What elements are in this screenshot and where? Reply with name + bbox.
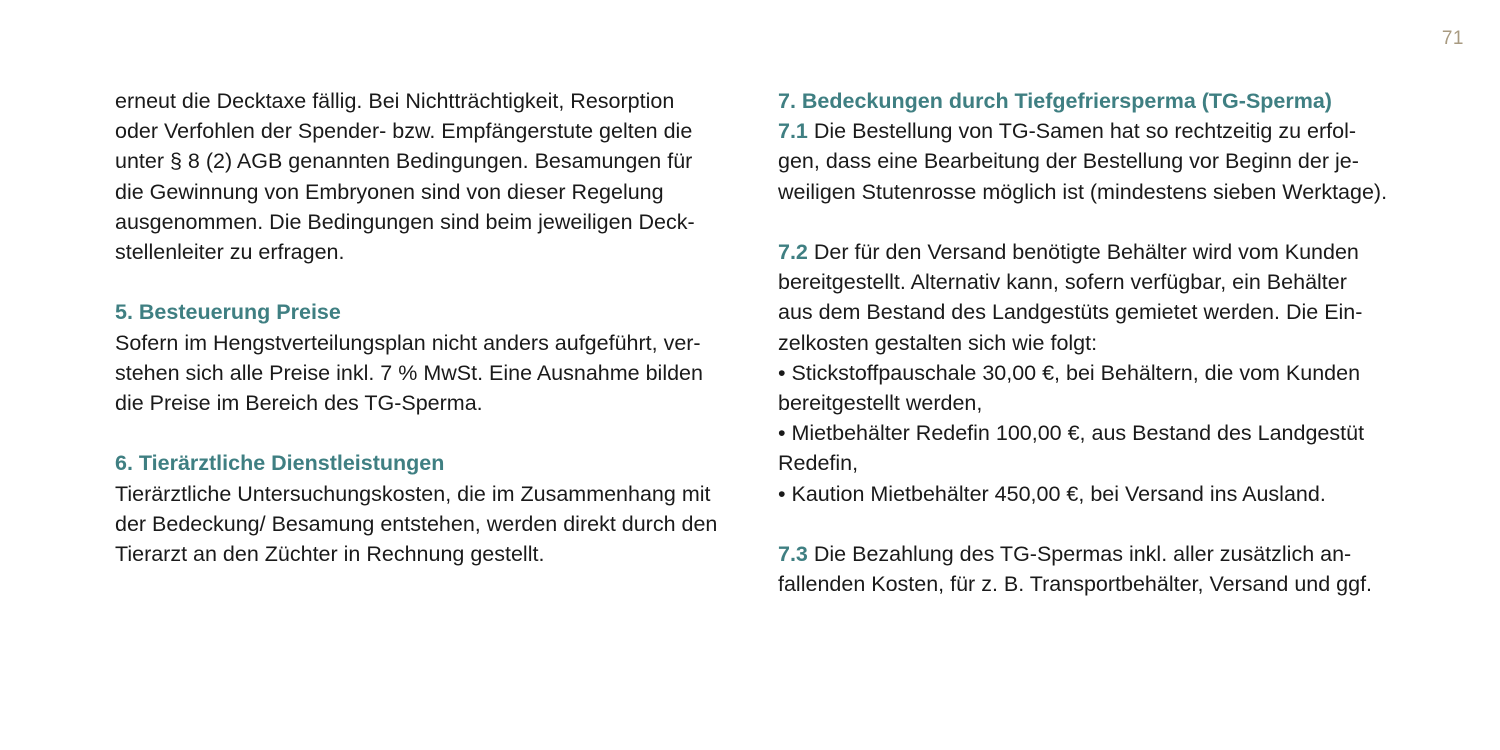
bullet-line: • Mietbehälter Redefin 100,00 €, aus Bestand des Landgestüt: [778, 421, 1365, 446]
body-line: gen, dass eine Bearbeitung der Bestellung vor Beginn der je-: [778, 149, 1359, 174]
body-line: der Bedeckung/ Besamung entstehen, werden direkt durch den: [115, 511, 718, 536]
paragraph-7-2-first-line: [778, 237, 1448, 267]
body-line: oder Verfohlen der Spender- bzw. Empfängerstute gelten die: [115, 119, 693, 144]
body-line: Redefin,: [778, 451, 859, 476]
page-number: 71: [1441, 28, 1464, 49]
body-text: Die Bezahlung des TG-Spermas inkl. aller zusätzlich an-: [807, 542, 1352, 567]
bullet-line: • Kaution Mietbehälter 450,00 €, bei Versand ins Ausland.: [778, 481, 1326, 506]
body-line: Tierärztliche Untersuchungskosten, die im Zusammenhang mit: [115, 481, 711, 506]
body-line: weiligen Stutenrosse möglich ist (mindestens sieben Werktage).: [778, 179, 1388, 204]
section-heading-7: 7. Bedeckungen durch Tiefgefriersperma (TG-Sperma): [778, 89, 1332, 113]
body-line: die Preise im Bereich des TG-Sperma.: [115, 391, 483, 416]
body-line: bereitgestellt werden,: [778, 391, 983, 416]
body-line: aus dem Bestand des Landgestüts gemietet werden. Die Ein-: [778, 300, 1363, 325]
body-line: die Gewinnung von Embryonen sind von dieser Regelung: [115, 179, 664, 204]
paragraph-7-3-first-line: [778, 539, 1448, 569]
paragraph-number: 7.3: [778, 542, 808, 567]
body-line: Sofern im Hengstverteilungsplan nicht anders aufgeführt, ver-: [115, 330, 701, 355]
body-line: fallenden Kosten, für z. B. Transportbehälter, Versand und ggf.: [778, 572, 1373, 597]
body-line: zelkosten gestalten sich wie folgt:: [778, 330, 1098, 355]
body-text: Der für den Versand benötigte Behälter wird vom Kunden: [807, 240, 1359, 264]
body-line: bereitgestellt. Alternativ kann, sofern verfügbar, ein Behälter: [778, 270, 1347, 295]
body-line: stellenleiter zu erfragen.: [115, 240, 345, 265]
section-heading-6: 6. Tierärztliche Dienstleistungen: [115, 451, 445, 476]
section-heading-5: 5. Besteuerung Preise: [115, 300, 341, 325]
body-line: Tierarzt an den Züchter in Rechnung gestellt.: [115, 542, 545, 567]
body-line: erneut die Decktaxe fällig. Bei Nichtträchtigkeit, Resorption: [115, 89, 675, 113]
bullet-line: • Stickstoffpauschale 30,00 €, bei Behältern, die vom Kunden: [778, 360, 1361, 385]
right-column: [778, 86, 1448, 599]
paragraph-7-1-first-line: [778, 116, 1448, 146]
paragraph-number: 7.1: [778, 119, 808, 144]
body-line: stehen sich alle Preise inkl. 7 % MwSt. Eine Ausnahme bilden: [115, 360, 703, 385]
paragraph-number: 7.2: [778, 240, 808, 264]
body-line: ausgenommen. Die Bedingungen sind beim jeweiligen Deck-: [115, 209, 695, 234]
body-line: unter § 8 (2) AGB genannten Bedingungen. Besamungen für: [115, 149, 693, 174]
left-column: [115, 86, 770, 569]
body-text: Die Bestellung von TG-Samen hat so rechtzeitig zu erfol-: [807, 119, 1357, 144]
